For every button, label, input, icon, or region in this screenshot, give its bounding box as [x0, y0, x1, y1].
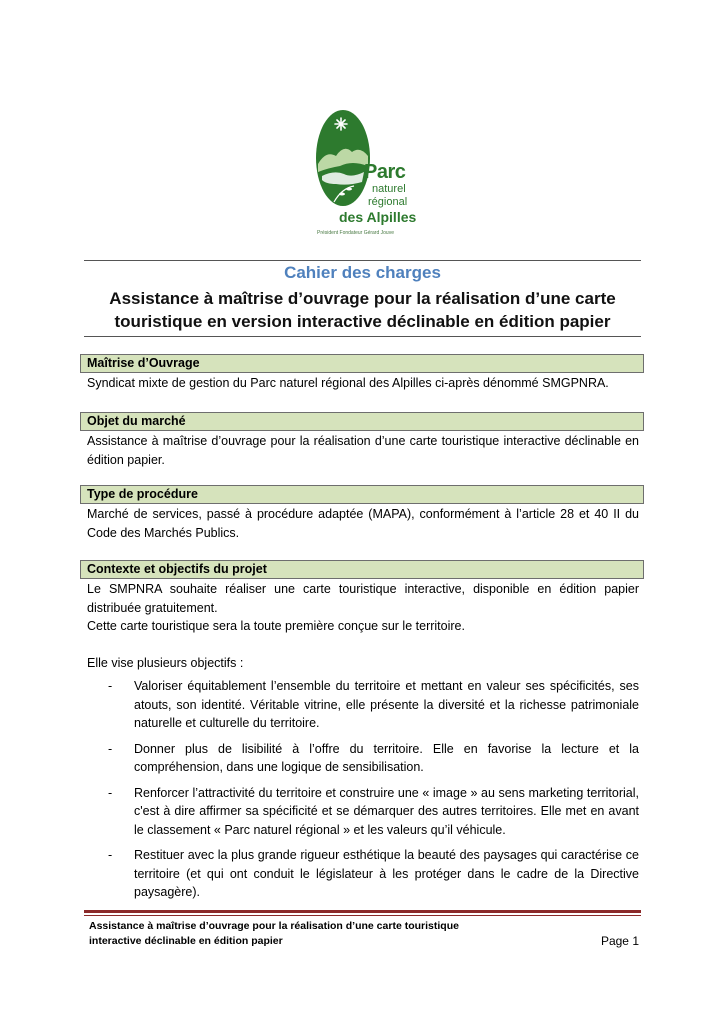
- section-heading-objet: Objet du marché: [80, 412, 644, 431]
- title-top-rule: [84, 260, 641, 261]
- section-body-maitrise: [87, 374, 639, 393]
- list-item: [108, 784, 639, 840]
- list-item-text: Restituer avec la plus grande rigueur esthétique la beauté des paysages qui caractérise ce territoire (et qui ont conduit le législateur à les protéger dans le cadre de la Directive paysagère).: [134, 848, 639, 899]
- objectives-list: [108, 677, 639, 909]
- footer-rule-thick: [84, 910, 641, 913]
- paragraph: Cette carte touristique sera la toute première conçue sur le territoire.: [87, 619, 465, 633]
- list-item-text: Donner plus de lisibilité à l’offre du territoire. Elle en favorise la lecture et la compréhension, dans une logique de sensibilisation.: [134, 741, 639, 774]
- list-item: [108, 846, 639, 902]
- footer-rule-thin: [84, 915, 641, 916]
- list-item: [108, 740, 639, 777]
- section-body-objet: [87, 432, 639, 469]
- logo-text-naturel: naturel: [372, 183, 406, 195]
- document-title: Cahier des charges: [284, 263, 441, 282]
- paragraph: Elle vise plusieurs objectifs :: [87, 656, 244, 670]
- section-body-contexte: [87, 580, 639, 673]
- page-number: Page 1: [600, 934, 639, 948]
- bullet-dash: -: [108, 785, 113, 800]
- list-item-text: Valoriser équitablement l’ensemble du territoire et mettant en valeur ses spécificités, ses atouts, son identité. Véritable vitrine, elle présente la diversité et la richesse patrimoniale naturelle et culturelle du territoire.: [134, 679, 639, 730]
- park-logo: [312, 106, 416, 240]
- section-heading-maitrise: Maîtrise d’Ouvrage: [80, 354, 644, 373]
- section-body-procedure: [87, 505, 639, 542]
- logo-text-parc: Parc: [364, 161, 406, 183]
- document-subtitle: Assistance à maîtrise d’ouvrage pour la réalisation d’une carte touristique en version interactive déclinable en édition papier: [109, 289, 616, 331]
- title-bottom-rule: [84, 336, 641, 337]
- logo-text-regional: régional: [368, 196, 408, 208]
- section-heading-procedure: Type de procédure: [80, 485, 644, 504]
- list-item: [108, 677, 639, 733]
- paragraph: Marché de services, passé à procédure adaptée (MAPA), conformément à l’article 28 et 40 II du Code des Marchés Publics.: [87, 507, 639, 540]
- logo-text-president: Président Fondateur Gérard Jouve: [317, 230, 394, 236]
- footer-title: Assistance à maîtrise d’ouvrage pour la réalisation d’une carte touristique interactive déclinable en édition papier: [89, 920, 459, 947]
- section-heading-contexte: Contexte et objectifs du projet: [80, 560, 644, 579]
- bullet-dash: -: [108, 679, 113, 693]
- paragraph: Assistance à maîtrise d’ouvrage pour la réalisation d’une carte touristique interactive déclinable en édition papier.: [87, 434, 639, 467]
- paragraph: Syndicat mixte de gestion du Parc naturel régional des Alpilles ci-après dénommé SMGPNRA.: [87, 376, 609, 390]
- paragraph: Le SMPNRA souhaite réaliser une carte touristique interactive, disponible en édition papier distribuée gratuitement.: [87, 582, 639, 615]
- logo-text-alpilles: des Alpilles: [339, 209, 417, 225]
- bullet-dash: -: [108, 848, 113, 862]
- list-item-text: Renforcer l’attractivité du territoire et construire une « image » au sens marketing territorial, c'est à dire affirmer sa spécificité et se démarquer des autres territoires. Elle met en avant le classement « Parc naturel régional » et les valeurs qu’il véhicule.: [134, 785, 639, 837]
- bullet-dash: -: [108, 741, 113, 756]
